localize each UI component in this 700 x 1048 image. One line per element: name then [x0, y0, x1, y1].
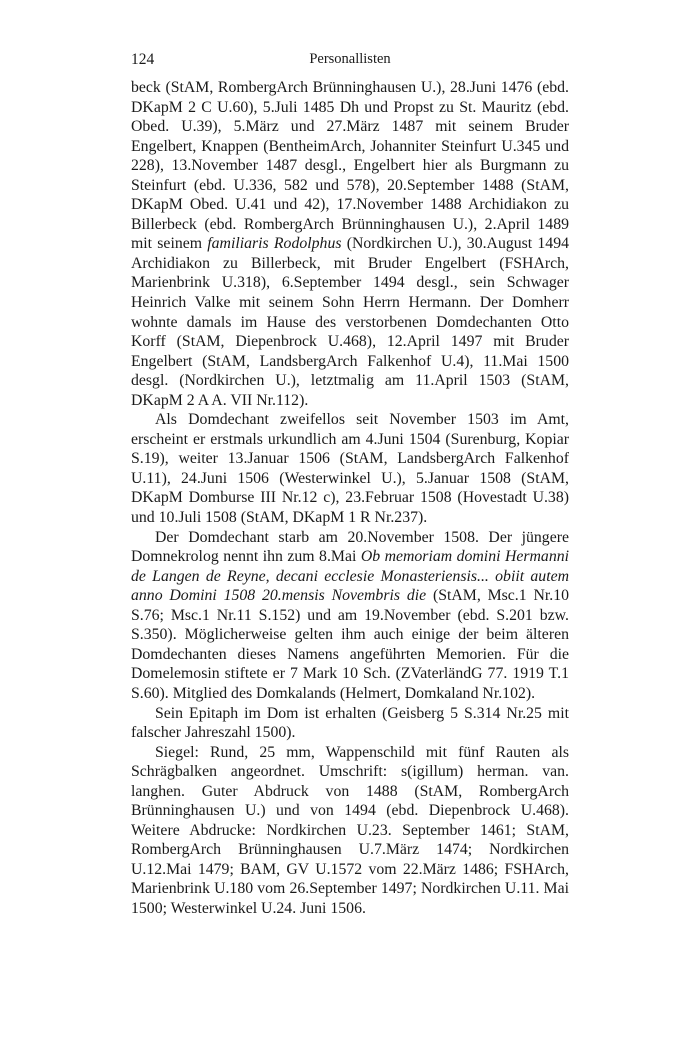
paragraph-3-text-a: Der Domdechant starb am 20.November 1508. Der jüngere Domnekrolog nennt ihn zum 8.Mai: [131, 528, 569, 566]
paragraph-4: [131, 704, 569, 743]
paragraph-1-text-b: (Nordkirchen U.), 30.August 1494 Archidiakon zu Billerbeck, mit Bruder Engelbert (FSHArch, Marienbrink U.318), 6.September 1494 desgl., sein Schwager Heinrich Valke mit seinem Sohn Herrn Hermann. Der Domherr wohnte damals im Hause des verstorbenen Domdechanten Otto Korff (StAM, Diepenbrock U.468), 12.April 1497 mit Bruder Engelbert (StAM, LandsbergArch Falkenhof U.4), 11.Mai 1500 desgl. (Nordkirchen U.), letztmalig am 11.April 1503 (StAM, DKapM 2 A A. VII Nr.112).: [131, 235, 569, 409]
paragraph-3-italic: Ob memoriam domini Hermanni de Langen de Reyne, decani ecclesie Monasteriensis... obiit autem anno Domini 1508 20.mensis Novembris die: [131, 548, 569, 605]
paragraph-2: [131, 410, 569, 527]
paragraph-1-italic: familiaris Rodolphus: [207, 235, 342, 253]
page-number: 124: [131, 51, 155, 68]
paragraph-1-text-a: beck (StAM, RombergArch Brünninghausen U.), 28.Juni 1476 (ebd. DKapM 2 C U.60), 5.Juli 1485 Dh und Propst zu St. Mauritz (ebd. Obed. U.39), 5.März und 27.März 1487 mit seinem Bruder Engelbert, Knappen (BentheimArch, Johanniter Steinfurt U.345 und 228), 13.November 1487 desgl., Engelbert hier als Burgmann zu Steinfurt (ebd. U.336, 582 und 578), 20.September 1488 (StAM, DKapM Obed. U.41 und 42), 17.November 1488 Archidiakon zu Billerbeck (ebd. RombergArch Brünninghausen U.), 2.April 1489 mit seinem: [131, 79, 569, 253]
paragraph-5: [131, 743, 569, 919]
paragraph-4-text: Sein Epitaph im Dom ist erhalten (Geisberg 5 S.314 Nr.25 mit falscher Jahreszahl 1500).: [131, 704, 569, 742]
paragraph-1: [131, 78, 569, 410]
body-text: [131, 78, 569, 919]
paragraph-3-text-b: (StAM, Msc.1 Nr.10 S.76; Msc.1 Nr.11 S.152) und am 19.November (ebd. S.201 bzw. S.350). Möglicherweise gelten ihm auch einige der beim älteren Domdechanten dieses Namens angeführten Memorien. Für die Domelemosin stiftete er 7 Mark 10 Sch. (ZVaterländG 77. 1919 T.1 S.60). Mitglied des Domkalands (Helmert, Domkaland Nr.102).: [131, 587, 570, 702]
paragraph-3: [131, 528, 569, 704]
paragraph-5-text: Siegel: Rund, 25 mm, Wappenschild mit fünf Rauten als Schrägbalken angeordnet. Umschrift: s(igillum) herman. van. langhen. Guter Abdruck von 1488 (StAM, RombergArch Brünninghausen U.) und von 1494 (ebd. Diepenbrock U.468). Weitere Abdrucke: Nordkirchen U.23. September 1461; StAM, RombergArch Brünninghausen U.7.März 1474; Nordkirchen U.12.Mai 1479; BAM, GV U.1572 vom 22.März 1486; FSHArch, Marienbrink U.180 vom 26.September 1497; Nordkirchen U.11. Mai 1500; Westerwinkel U.24. Juni 1506.: [131, 743, 569, 917]
running-title: Personallisten: [309, 51, 391, 67]
paragraph-2-text: Als Domdechant zweifellos seit November 1503 im Amt, erscheint er erstmals urkundlich am 4.Juni 1504 (Surenburg, Kopiar S.19), weiter 13.Januar 1506 (StAM, LandsbergArch Falkenhof U.11), 24.Juni 1506 (Westerwinkel U.), 5.Januar 1508 (StAM, DKapM Domburse III Nr.12 c), 23.Februar 1508 (Hovestadt U.38) und 10.Juli 1508 (StAM, DKapM 1 R Nr.237).: [131, 411, 569, 527]
